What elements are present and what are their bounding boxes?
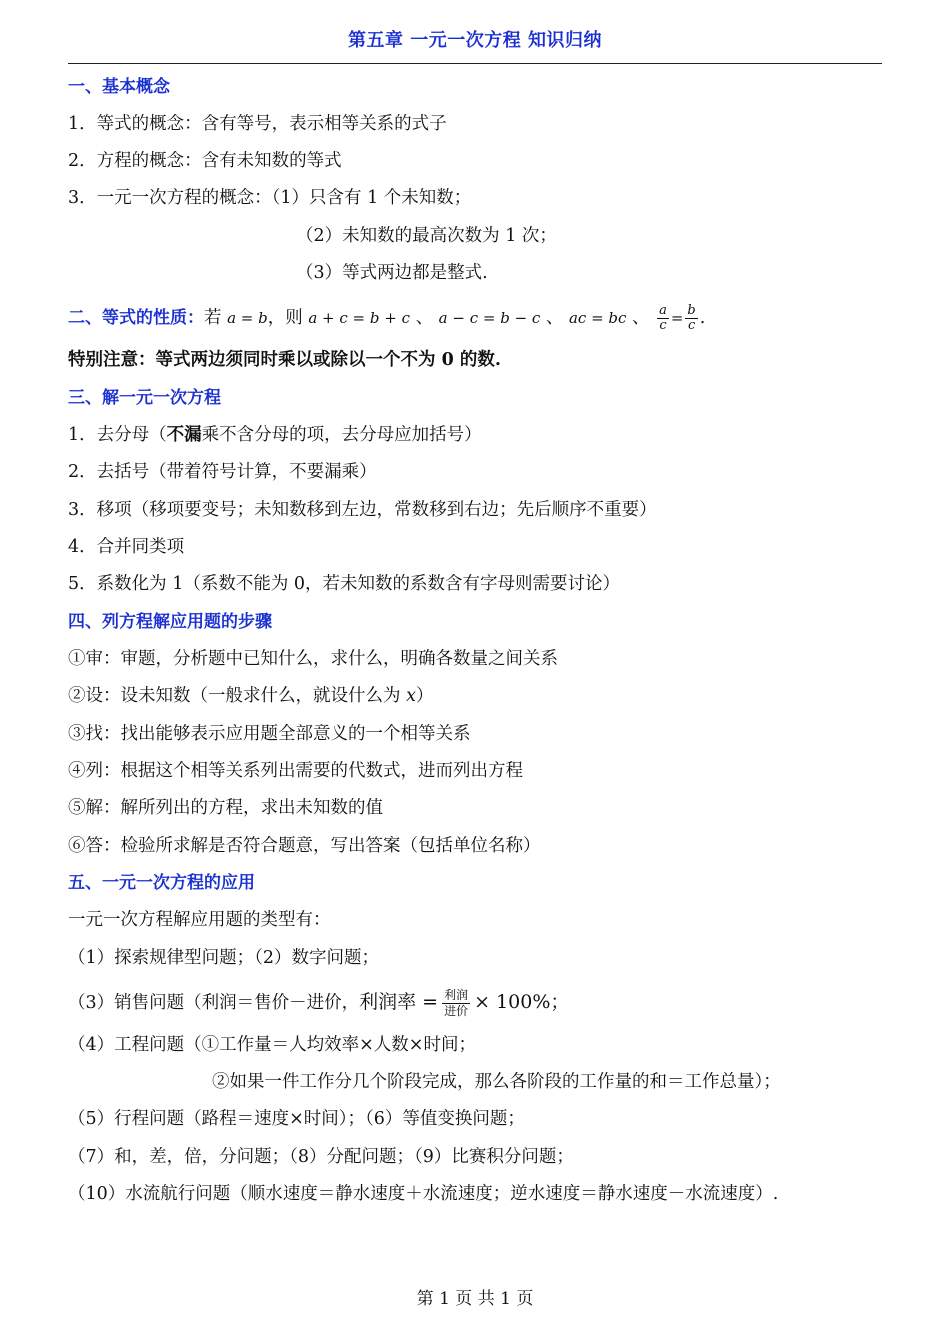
word-problem-step-3: ③找：找出能够表示应用题全部意义的一个相等关系 [68, 724, 471, 744]
separator: 、 [545, 308, 564, 328]
equation-subtract: a − c = b − c [438, 309, 541, 327]
word-problem-step-6: ⑥答：检验所求解是否符合题意，写出答案（包括单位名称） [68, 836, 541, 856]
period: . [699, 308, 706, 328]
word-problem-step-4: ④列：根据这个相等关系列出需要的代数式，进而列出方程 [68, 761, 523, 781]
if-word: 若 [204, 308, 222, 328]
concept-line-4: （2）未知数的最高次数为 1 次； [296, 226, 557, 246]
fraction-numerator: 利润 [444, 988, 469, 1002]
concept-line-2: 2．方程的概念：含有未知数的等式 [68, 151, 342, 171]
fraction-denominator: 进价 [444, 1004, 469, 1018]
application-type-10: （10）水流航行问题（顺水速度＝静水速度＋水流速度；逆水速度＝静水速度－水流速度）. [68, 1184, 779, 1204]
section-1-heading: 一、基本概念 [68, 77, 170, 97]
fraction-numerator: b [687, 303, 696, 318]
section-3-heading: 三、解一元一次方程 [68, 388, 221, 408]
fraction-denominator: c [687, 318, 696, 333]
separator: 、 [415, 308, 434, 328]
application-type-1: （1）探索规律型问题；（2）数字问题； [68, 948, 380, 968]
section-2-heading: 二、等式的性质： [68, 308, 204, 328]
percent-factor: × 100%； [474, 991, 570, 1013]
application-type-4: （4）工程问题（①工作量＝人均效率×人数×时间； [68, 1035, 476, 1055]
equation-a-eq-b: a = b [227, 309, 268, 327]
word-problem-step-2 [68, 684, 433, 708]
solve-step-1 [68, 423, 482, 447]
equals-sign: = [670, 309, 684, 327]
title-divider [68, 63, 882, 64]
fraction-a-over-c [657, 304, 669, 333]
word-problem-step-1: ①审：审题，分析题中已知什么，求什么，明确各数量之间关系 [68, 649, 558, 669]
fraction-denominator: c [659, 318, 667, 333]
equation-multiply: ac = bc [568, 309, 627, 327]
word-problem-step-2-post: ） [415, 686, 434, 706]
application-type-7: （7）和，差，倍，分问题；（8）分配问题；（9）比赛积分问题； [68, 1147, 574, 1167]
application-type-5: （5）行程问题（路程＝速度×时间）；（6）等值变换问题； [68, 1109, 525, 1129]
concept-line-1: 1．等式的概念：含有等号，表示相等关系的式子 [68, 114, 447, 134]
application-type-3 [68, 988, 569, 1019]
equation-add: a + c = b + c [308, 309, 410, 327]
solve-step-5: 5．系数化为 1（系数不能为 0，若未知数的系数含有字母则需要讨论） [68, 574, 621, 594]
solve-step-1-pre: 1．去分母（ [68, 425, 167, 445]
fraction-numerator: a [659, 303, 667, 318]
special-note: 特别注意：等式两边须同时乘以或除以一个不为 0 的数. [68, 350, 501, 370]
equality-properties-line [68, 304, 705, 333]
page-footer: 第 1 页 共 1 页 [416, 1289, 534, 1309]
solve-step-2: 2．去括号（带着符号计算，不要漏乘） [68, 462, 377, 482]
concept-line-3: 3．一元一次方程的概念：（1）只含有 1 个未知数； [68, 188, 472, 208]
sales-problem-text: （3）销售问题（利润＝售价－进价， [68, 993, 360, 1013]
profit-rate-label: 利润率 = [359, 991, 439, 1013]
variable-x: x [406, 686, 416, 706]
solve-step-1-post: 乘不含分母的项，去分母应加括号） [201, 425, 482, 445]
profit-rate-fraction [442, 988, 470, 1019]
word-problem-step-5: ⑤解：解所列出的方程，求出未知数的值 [68, 798, 383, 818]
concept-line-5: （3）等式两边都是整式. [296, 263, 488, 283]
section-5-heading: 五、一元一次方程的应用 [68, 873, 255, 893]
solve-step-1-emphasis: 不漏 [166, 425, 202, 445]
fraction-b-over-c [685, 304, 697, 333]
solve-step-4: 4．合并同类项 [68, 537, 185, 557]
solve-step-3: 3．移项（移项要变号；未知数移到左边，常数移到右边；先后顺序不重要） [68, 500, 657, 520]
application-intro: 一元一次方程解应用题的类型有： [68, 910, 331, 930]
then-word: ，则 [267, 308, 303, 328]
page-title: 第五章 一元一次方程 知识归纳 [347, 30, 603, 51]
word-problem-step-2-pre: ②设：设未知数（一般求什么，就设什么为 [68, 686, 407, 706]
separator: 、 [632, 308, 650, 328]
application-type-4-cont: ②如果一件工作分几个阶段完成，那么各阶段的工作量的和＝工作总量）； [212, 1072, 781, 1092]
section-4-heading: 四、列方程解应用题的步骤 [68, 612, 272, 632]
